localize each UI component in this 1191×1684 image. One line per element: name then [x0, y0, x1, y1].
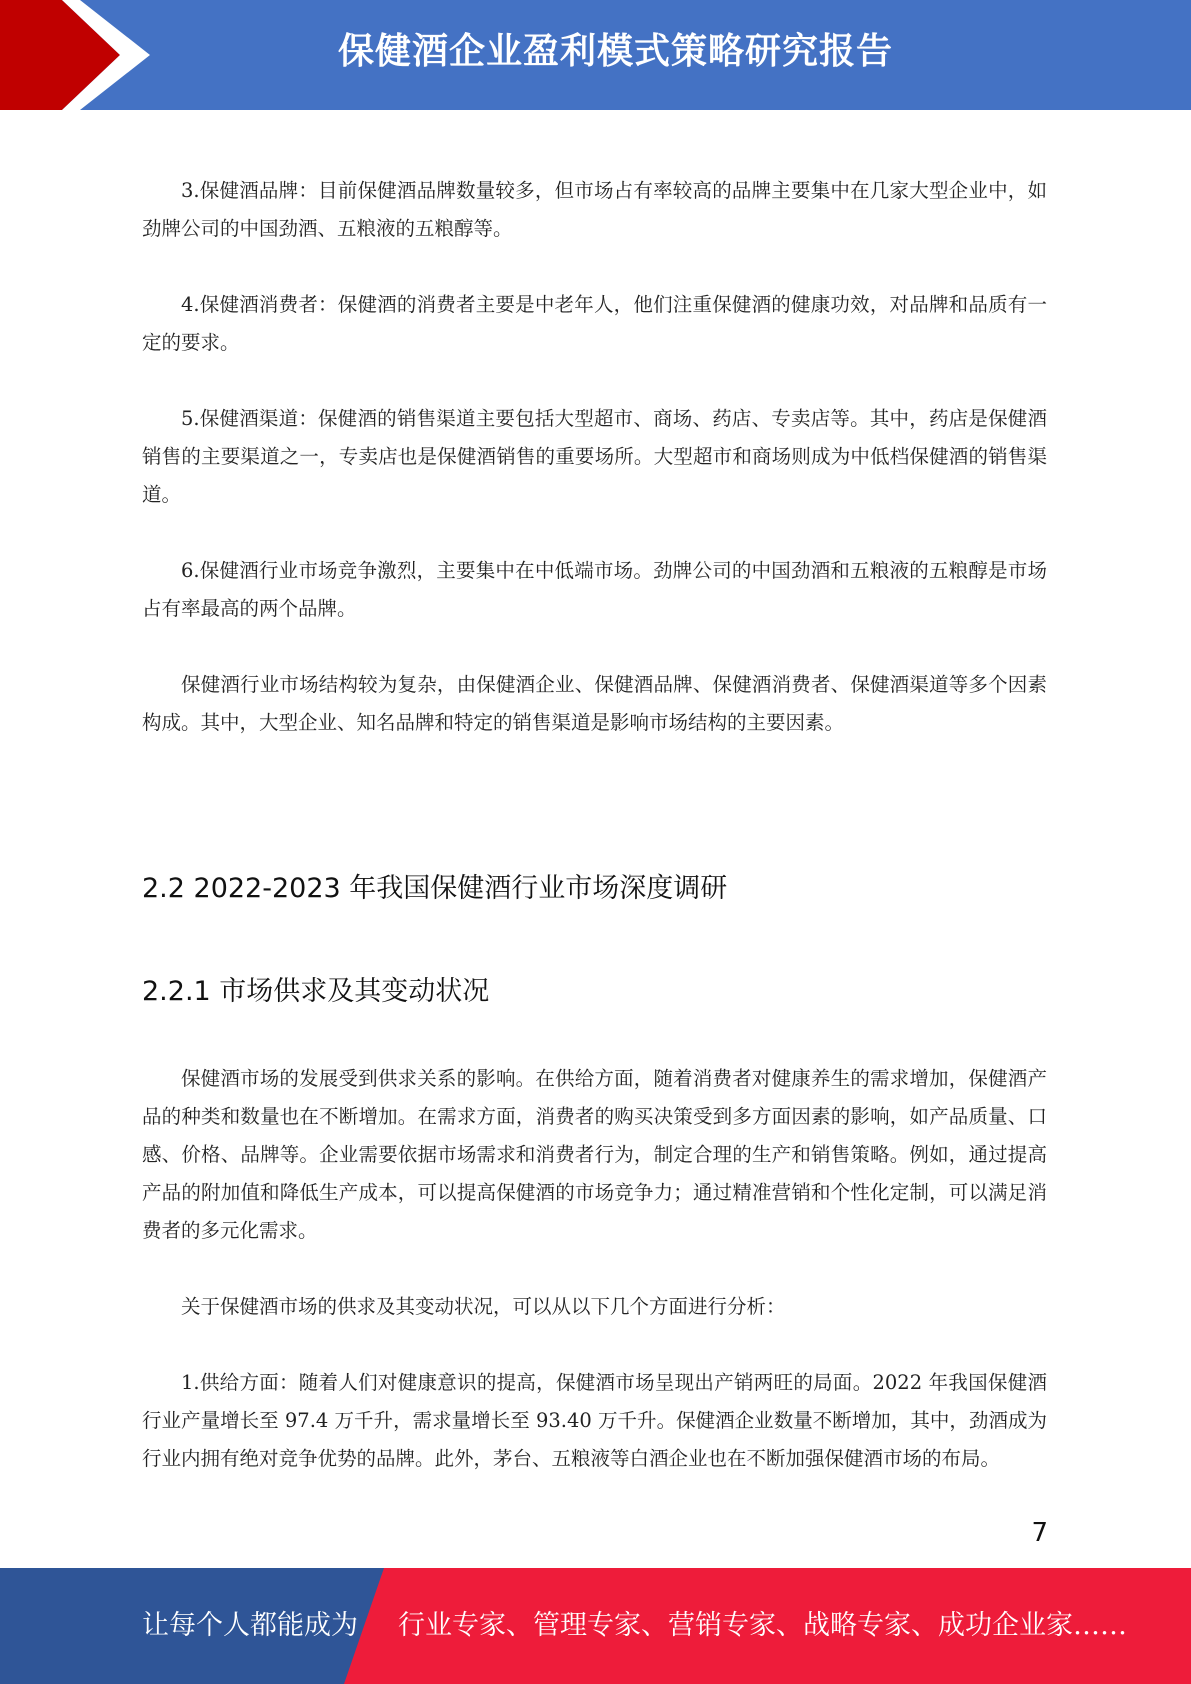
- section-heading-2-2: 2.2 2022-2023 年我国保健酒行业市场深度调研: [142, 873, 728, 904]
- paragraph-channels: 5.保健酒渠道：保健酒的销售渠道主要包括大型超市、商场、药店、专卖店等。其中，药店是保健酒销售的主要渠道之一，专卖店也是保健酒销售的重要场所。大型超市和商场则成为中低档保健酒的销售渠道。: [142, 407, 1047, 506]
- report-title: 保健酒企业盈利模式策略研究报告: [337, 31, 893, 72]
- page-footer: [0, 1568, 1191, 1684]
- paragraph-brands: 3.保健酒品牌：目前保健酒品牌数量较多，但市场占有率较高的品牌主要集中在几家大型企业中，如劲牌公司的中国劲酒、五粮液的五粮醇等。: [142, 179, 1047, 240]
- footer-slogan-right: 行业专家、管理专家、营销专家、战略专家、成功企业家……: [398, 1610, 1127, 1641]
- paragraph-supply-aspect: 1.供给方面：随着人们对健康意识的提高，保健酒市场呈现出产销两旺的局面。2022 年我国保健酒行业产量增长至 97.4 万千升，需求量增长至 93.40 万千升。保健酒企业数量不断增加，其中，劲酒成为行业内拥有绝对竞争优势的品牌。此外，茅台、五粮液等白酒企业也在不断加强保健酒市场的布局。: [142, 1371, 1047, 1470]
- page-header: [0, 0, 1191, 110]
- paragraph-competition: 6.保健酒行业市场竞争激烈，主要集中在中低端市场。劲牌公司的中国劲酒和五粮液的五粮醇是市场占有率最高的两个品牌。: [142, 559, 1047, 620]
- section-heading-2-2-1: 2.2.1 市场供求及其变动状况: [142, 976, 490, 1007]
- paragraph-structure-summary: 保健酒行业市场结构较为复杂，由保健酒企业、保健酒品牌、保健酒消费者、保健酒渠道等多个因素构成。其中，大型企业、知名品牌和特定的销售渠道是影响市场结构的主要因素。: [142, 673, 1047, 734]
- paragraph-analysis-lead: 关于保健酒市场的供求及其变动状况，可以从以下几个方面进行分析：: [181, 1295, 786, 1318]
- page-number: 7: [1031, 1518, 1048, 1548]
- top-section: [142, 172, 1047, 780]
- bottom-section: [142, 1060, 1047, 1516]
- footer-slogan-left: 让每个人都能成为: [142, 1610, 358, 1641]
- paragraph-supply-demand-intro: 保健酒市场的发展受到供求关系的影响。在供给方面，随着消费者对健康养生的需求增加，保健酒产品的种类和数量也在不断增加。在需求方面，消费者的购买决策受到多方面因素的影响，如产品质量、口感、价格、品牌等。企业需要依据市场需求和消费者行为，制定合理的生产和销售策略。例如，通过提高产品的附加值和降低生产成本，可以提高保健酒的市场竞争力；通过精准营销和个性化定制，可以满足消费者的多元化需求。: [142, 1067, 1047, 1242]
- paragraph-consumers: 4.保健酒消费者：保健酒的消费者主要是中老年人，他们注重保健酒的健康功效，对品牌和品质有一定的要求。: [142, 293, 1047, 354]
